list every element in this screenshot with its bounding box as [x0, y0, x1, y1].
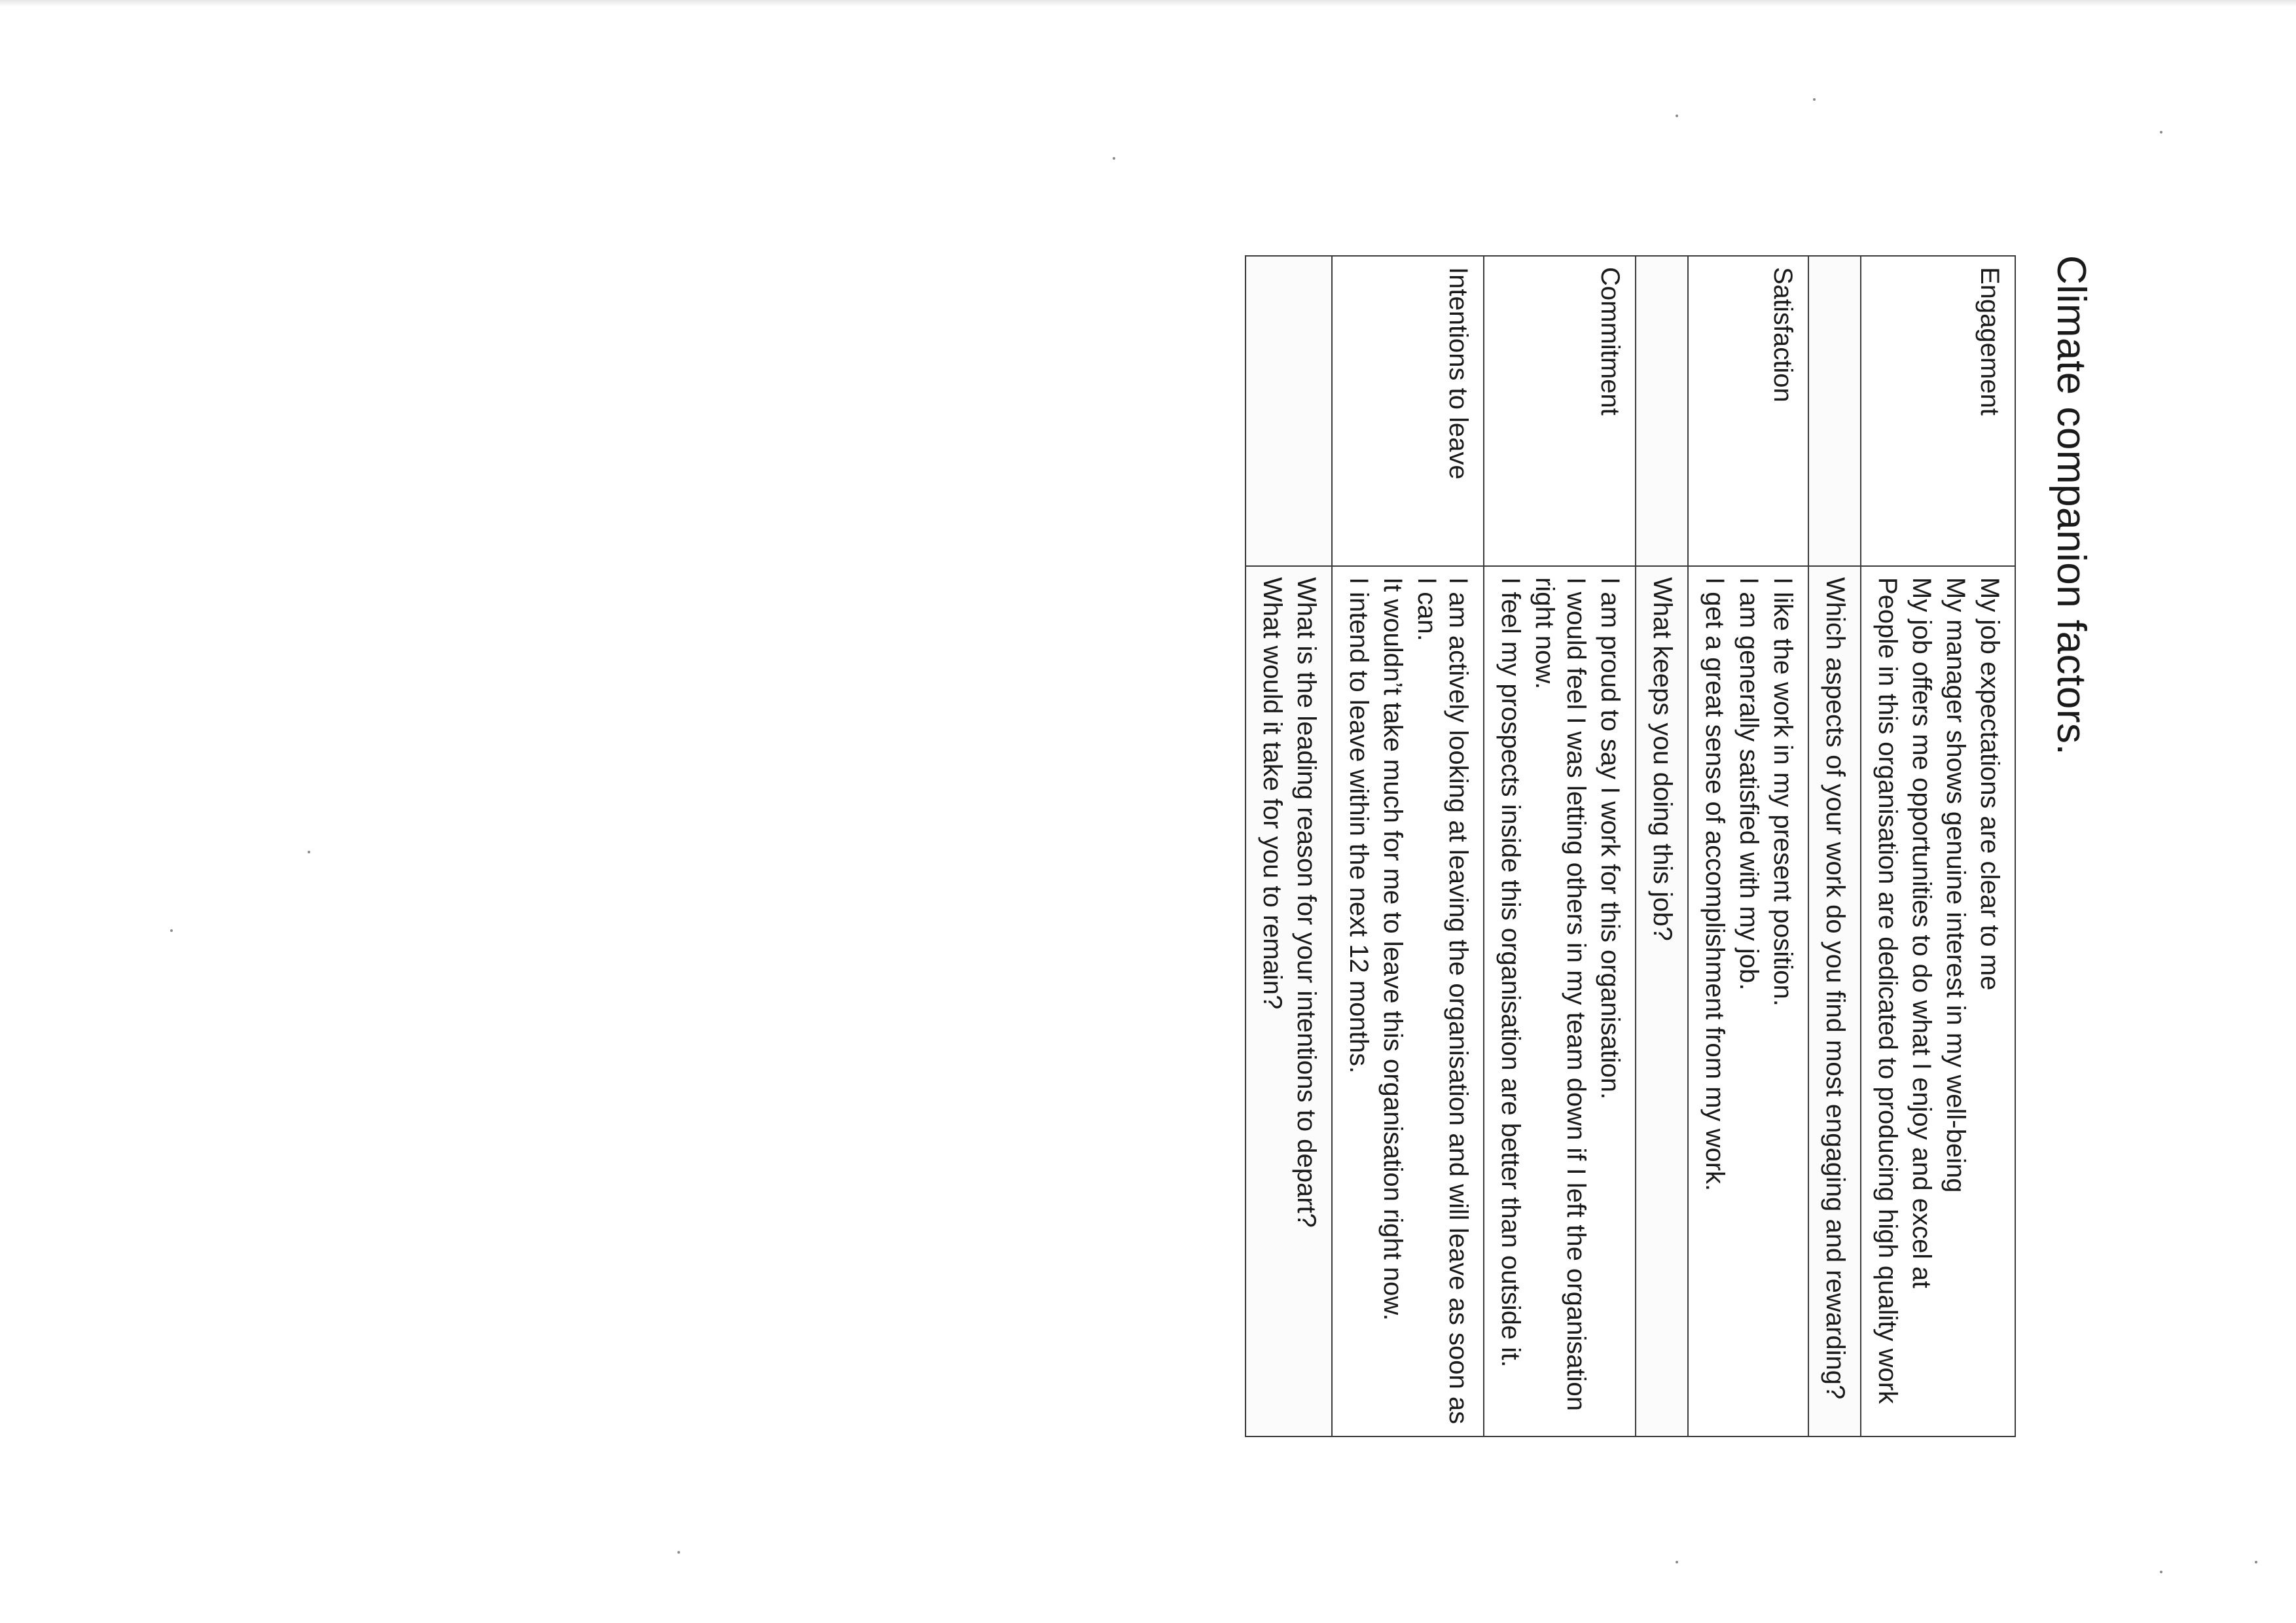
statement-item: I would feel I was letting others in my team down if I left the organisation right now. — [1530, 577, 1590, 1411]
factor-cell — [1861, 256, 2015, 566]
factor-cell — [1808, 256, 1861, 566]
table-row — [1688, 256, 1808, 1436]
statement-item: My job expectations are clear to me — [1975, 577, 2004, 991]
scan-speck — [2160, 1571, 2162, 1573]
statement-item: I intend to leave within the next 12 months. — [1344, 577, 1373, 1074]
scan-speck — [1113, 157, 1115, 160]
question-item: What would it take for you to remain? — [1258, 577, 1287, 1010]
items-cell — [1688, 566, 1808, 1436]
scan-speck — [170, 929, 173, 932]
factor-cell — [1688, 256, 1808, 566]
statement-item: My job offers me opportunities to do what I enjoy and excel at — [1907, 577, 1936, 1289]
factor-cell — [1636, 256, 1688, 566]
scan-speck — [2255, 1561, 2257, 1563]
statement-item: I am generally satisfied with my job. — [1734, 577, 1763, 991]
statement-item: My manager shows genuine interest in my well-being — [1941, 577, 1970, 1193]
factor-cell — [1332, 256, 1484, 566]
table-row — [1861, 256, 2015, 1436]
factor-label: Satisfaction — [1768, 267, 1797, 402]
table-row — [1484, 256, 1636, 1436]
items-cell — [1246, 566, 1332, 1436]
document-title: Climate companion factors. — [2049, 255, 2094, 756]
scan-speck — [1676, 115, 1678, 117]
items-cell — [1861, 566, 2015, 1436]
statement-item: I like the work in my present position. — [1768, 577, 1797, 1007]
items-cell — [1332, 566, 1484, 1436]
statement-item: I am proud to say I work for this organisation. — [1596, 577, 1624, 1100]
factor-label: Intentions to leave — [1444, 267, 1473, 480]
statement-item: It wouldn’t take much for me to leave this organisation right now. — [1378, 577, 1407, 1321]
table-row — [1246, 256, 1332, 1436]
statement-item: People in this organisation are dedicated to producing high quality work — [1873, 577, 1902, 1404]
scan-speck — [677, 1551, 680, 1554]
rotated-document — [746, 249, 2094, 1425]
items-cell — [1636, 566, 1688, 1436]
statement-item: I am actively looking at leaving the organisation and will leave as soon as I can. — [1412, 577, 1473, 1425]
table-row — [1636, 256, 1688, 1436]
factor-label: Engagement — [1975, 267, 2004, 416]
factor-label: Commitment — [1596, 267, 1624, 416]
question-item: What keeps you doing this job? — [1648, 577, 1677, 941]
scan-speck — [1676, 1561, 1678, 1563]
factor-cell — [1484, 256, 1636, 566]
question-item: What is the leading reason for your intentions to depart? — [1292, 577, 1321, 1228]
table-row — [1808, 256, 1861, 1436]
scan-speck — [1813, 98, 1816, 101]
items-cell — [1484, 566, 1636, 1436]
items-cell — [1808, 566, 1861, 1436]
factor-cell — [1246, 256, 1332, 566]
scan-speck — [308, 851, 310, 853]
climate-factors-table — [1245, 255, 2016, 1437]
scan-speck — [2160, 131, 2162, 134]
table-row — [1332, 256, 1484, 1436]
scan-top-edge — [0, 0, 2296, 7]
question-item: Which aspects of your work do you find most engaging and rewarding? — [1821, 577, 1850, 1400]
statement-item: I feel my prospects inside this organisation are better than outside it. — [1496, 577, 1525, 1368]
statement-item: I get a great sense of accomplishment from my work. — [1700, 577, 1729, 1192]
